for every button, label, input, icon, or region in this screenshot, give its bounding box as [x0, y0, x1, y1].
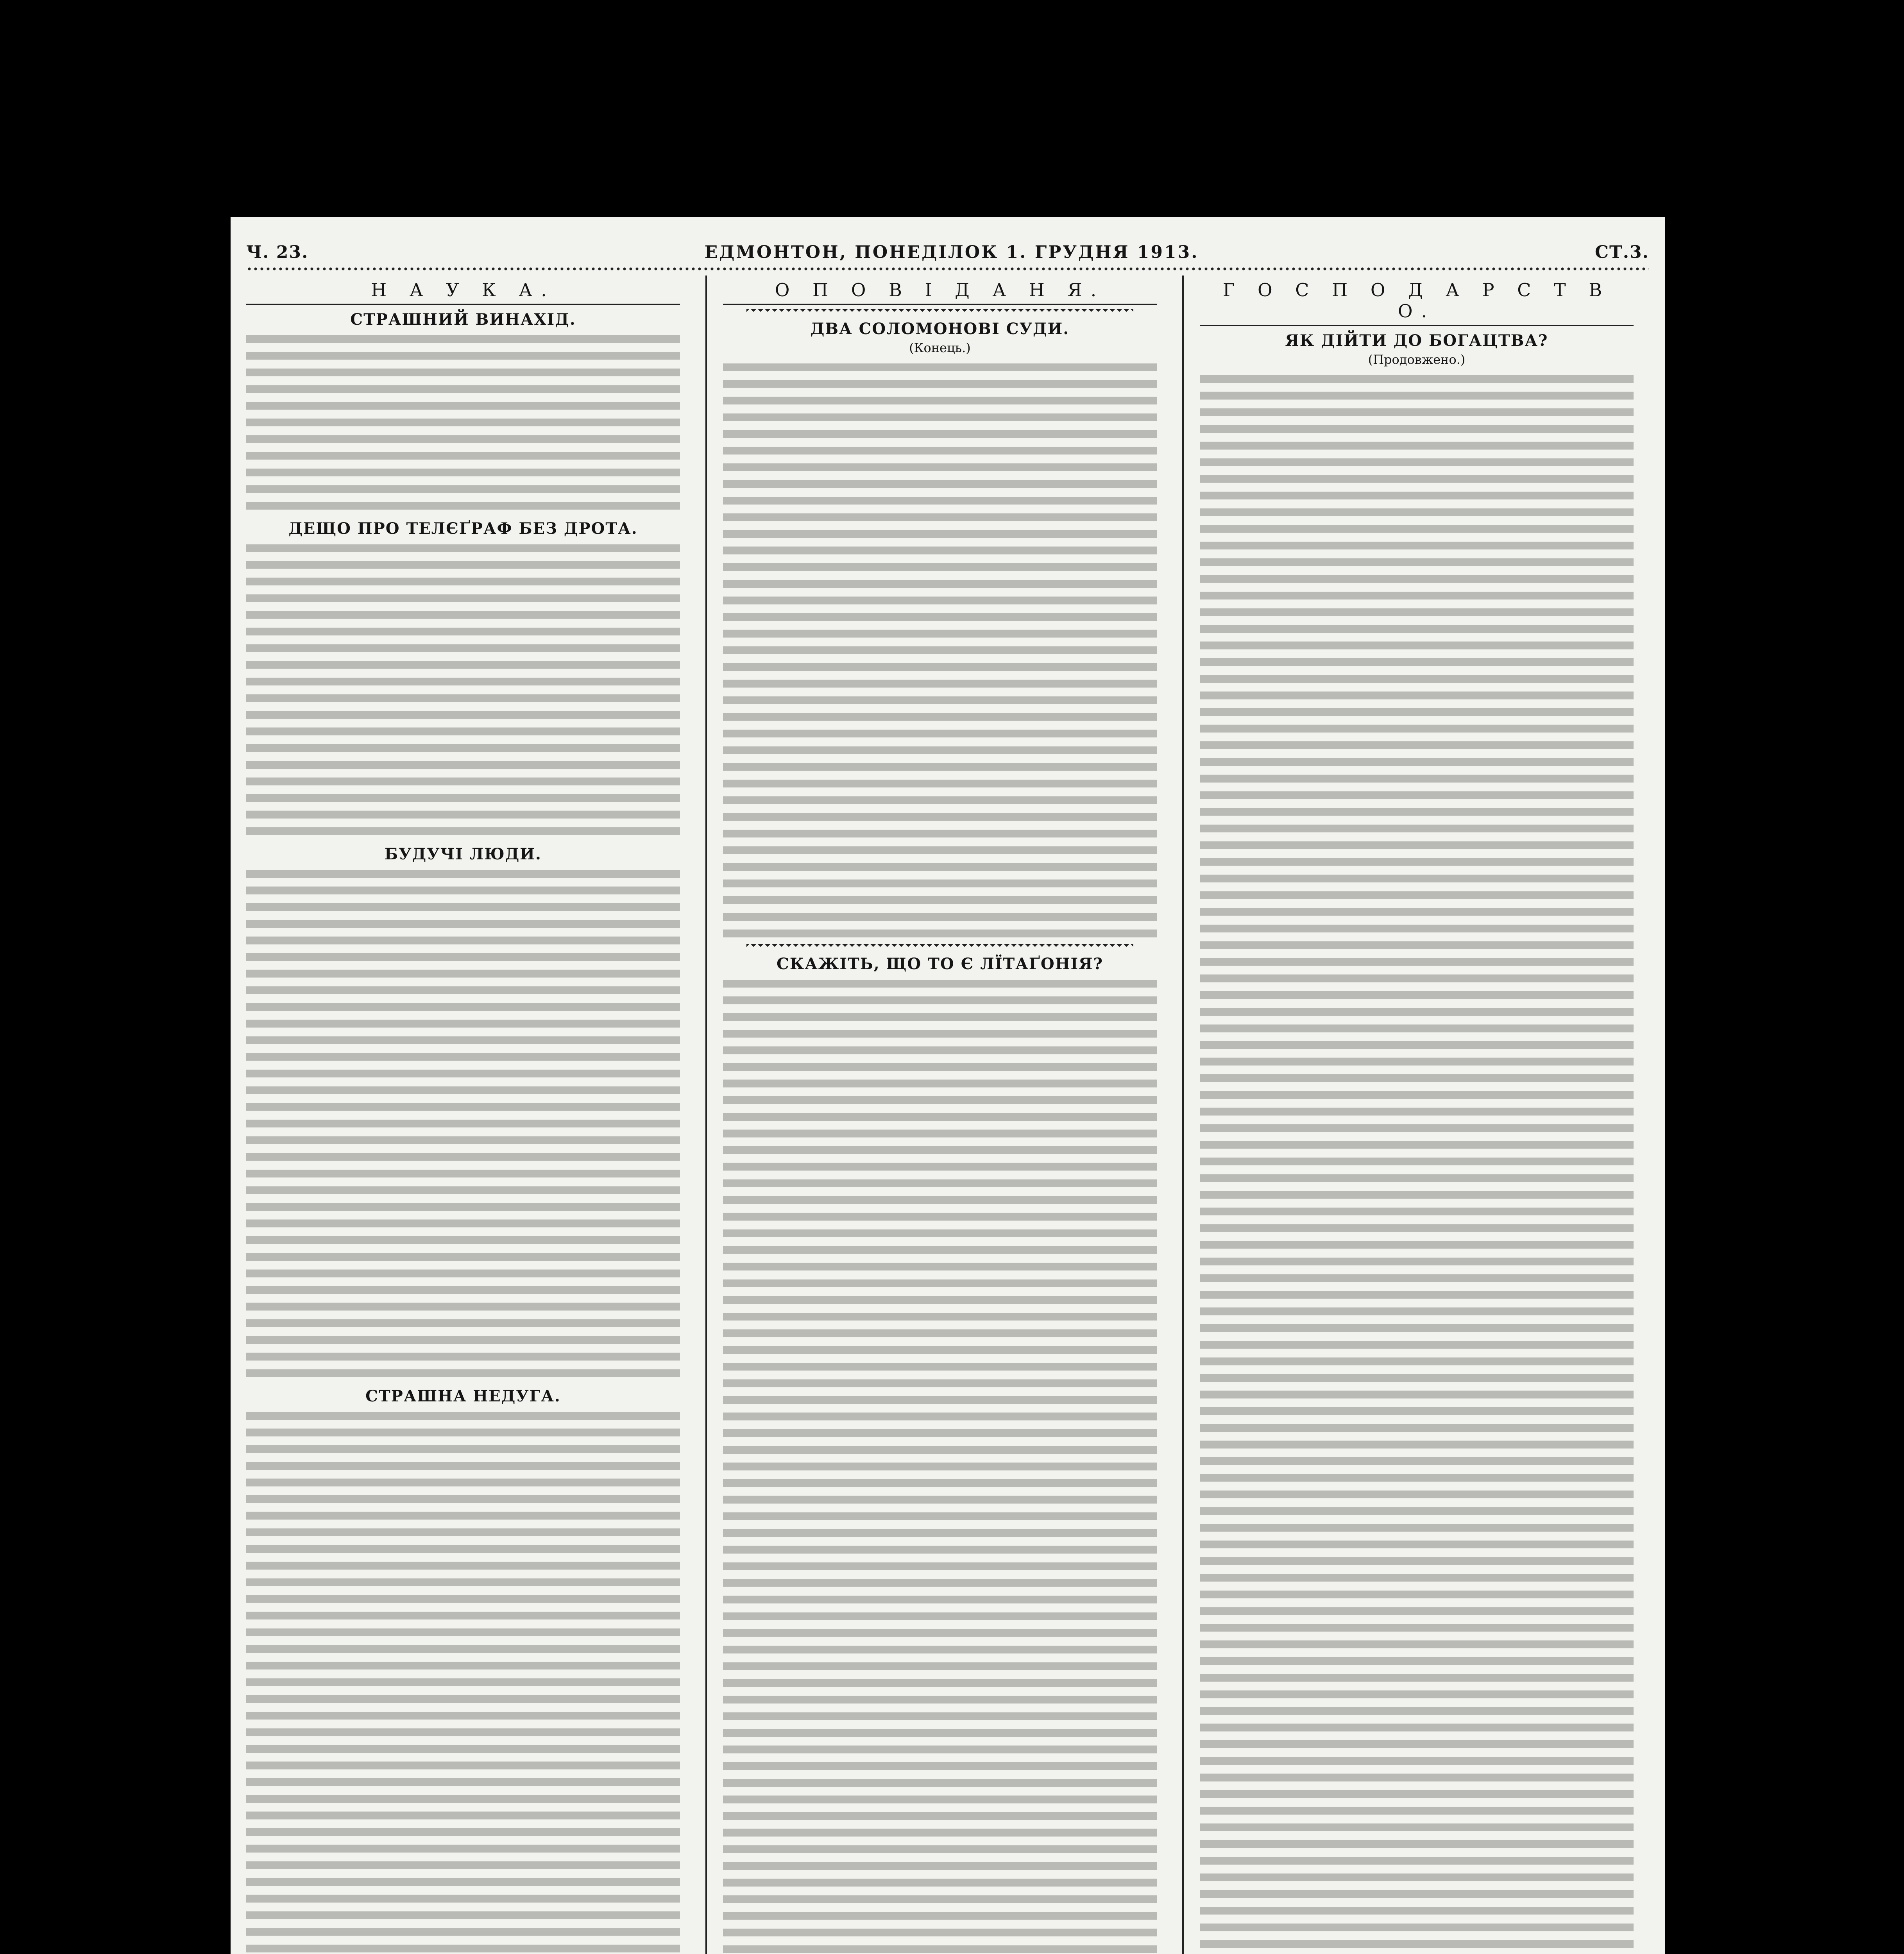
dateline: ЕДМОНТОН, ПОНЕДІЛОК 1. ГРУДНЯ 1913. — [704, 242, 1199, 262]
page-number: СТ.3. — [1594, 242, 1649, 262]
section-heading: Г О С П О Д А Р С Т В О. — [1200, 276, 1634, 326]
column-science — [246, 276, 680, 1954]
column-stories — [723, 276, 1157, 1954]
column-divider — [1182, 276, 1184, 1954]
article-title: ДВА СОЛОМОНОВІ СУДИ. — [810, 320, 1070, 338]
article-text — [723, 975, 1157, 1954]
masthead — [246, 231, 1649, 262]
article-subtitle: (Продовжено.) — [1368, 352, 1466, 367]
article-title: СТРАШНА НЕДУГА. — [365, 1387, 561, 1405]
newspaper-page — [231, 217, 1665, 1954]
article-title: БУДУЧІ ЛЮДИ. — [385, 845, 542, 863]
article-subtitle: (Конець.) — [909, 340, 971, 355]
article-title: ДЕЩО ПРО ТЕЛЄҐРАФ БЕЗ ДРОТА. — [288, 519, 638, 538]
article-text — [246, 1408, 680, 1954]
section-heading: О П О В І Д А Н Я. — [723, 276, 1157, 305]
section-heading: Н А У К А. — [246, 276, 680, 305]
top-dotted-rule — [246, 267, 1649, 271]
article-title: СКАЖІТЬ, ЩО ТО Є ЛЇТАҐОНІЯ? — [777, 955, 1103, 973]
article-title: СТРАШНИЙ ВИНАХІД. — [350, 310, 576, 329]
article-text — [246, 540, 680, 839]
article-title: ЯК ДІЙТИ ДО БОГАЦТВА? — [1285, 331, 1548, 350]
column-economy — [1200, 276, 1634, 1954]
column-divider — [705, 276, 707, 1954]
ornament-rule — [746, 944, 1133, 949]
article-text — [723, 359, 1157, 941]
article-text — [1200, 371, 1634, 1954]
issue-number: Ч. 23. — [246, 242, 309, 262]
article-text — [246, 866, 680, 1381]
ornament-rule — [746, 309, 1133, 314]
article-text — [246, 331, 680, 514]
